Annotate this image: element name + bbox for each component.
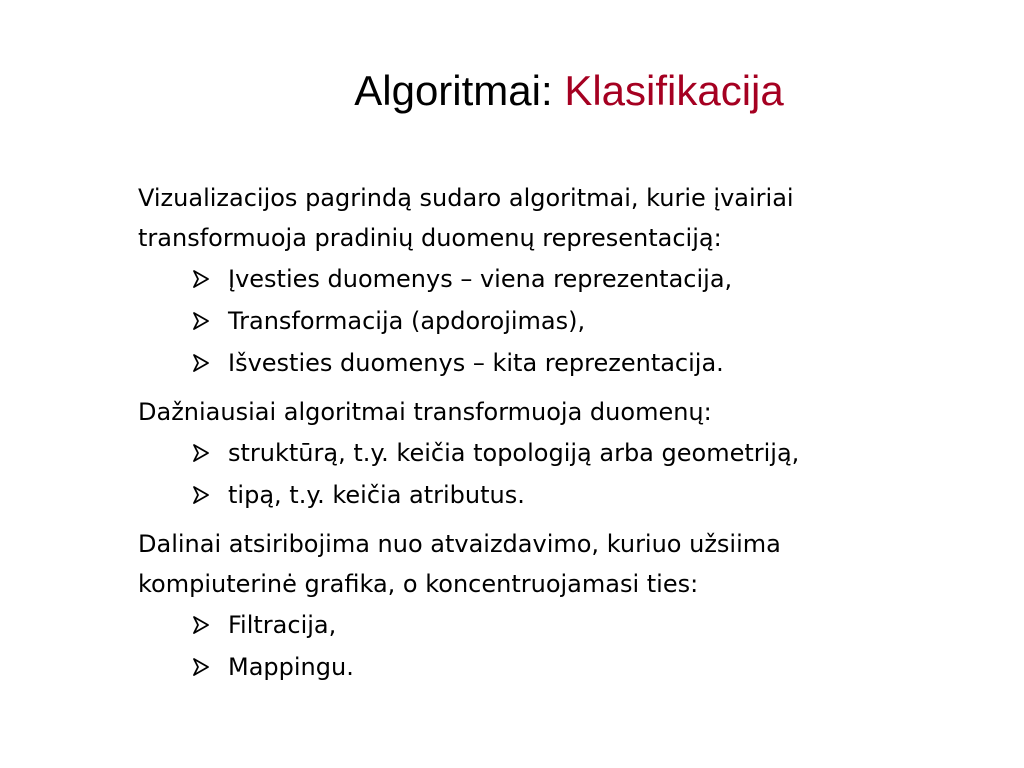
bullet-list-3 [138,604,928,688]
bullet-list-2 [138,432,928,516]
list-item [138,432,928,474]
arrow-bullet-icon [192,486,210,504]
title-prefix: Algoritmai: [354,67,553,114]
bullet-text: tipą, t.y. keičia atributus. [228,481,525,509]
bullet-text: Išvesties duomenys – kita reprezentacija. [228,349,724,377]
list-item [138,300,928,342]
list-item [138,604,928,646]
arrow-bullet-icon [192,658,210,676]
bullet-text: Įvesties duomenys – viena reprezentacija, [228,265,733,293]
paragraph-2: Dažniausiai algoritmai transformuoja duomenų: [138,398,712,426]
bullet-text: Filtracija, [228,611,337,639]
title-accent: Klasifikacija [564,67,784,114]
arrow-bullet-icon [192,354,210,372]
paragraph-3: Dalinai atsiribojima nuo atvaizdavimo, kuriuo užsiima kompiuterinė grafika, o koncentruojamasi ties: [138,530,781,598]
slide-title [0,62,1024,120]
arrow-bullet-icon [192,270,210,288]
arrow-bullet-icon [192,616,210,634]
list-item [138,342,928,384]
list-item [138,646,928,688]
bullet-text: struktūrą, t.y. keičia topologiją arba geometriją, [228,439,800,467]
slide-body [138,178,928,696]
bullet-text: Mappingu. [228,653,354,681]
bullet-list-1 [138,258,928,384]
list-item [138,474,928,516]
bullet-text: Transformacija (apdorojimas), [228,307,586,335]
list-item [138,258,928,300]
paragraph-1: Vizualizacijos pagrindą sudaro algoritmai, kurie įvairiai transformuoja pradinių duomenų representaciją: [138,184,794,252]
arrow-bullet-icon [192,312,210,330]
arrow-bullet-icon [192,444,210,462]
